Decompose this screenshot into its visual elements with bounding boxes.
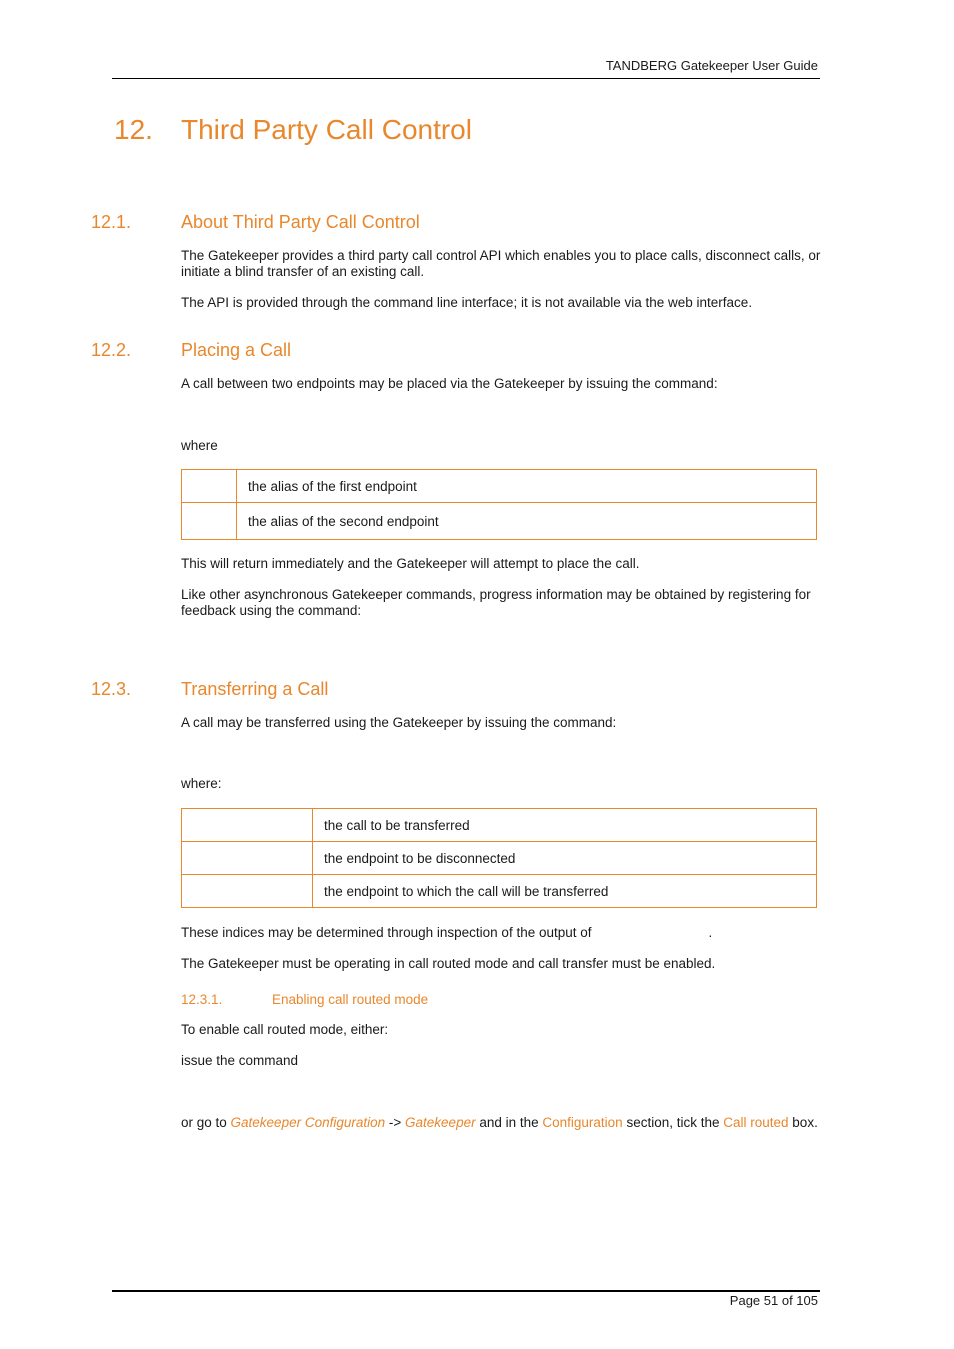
paragraph: To enable call routed mode, either: (181, 1022, 389, 1037)
paragraph (181, 1115, 821, 1131)
table-cell-key (182, 503, 237, 540)
section-title-12-3: Transferring a Call (181, 679, 329, 699)
table-row (182, 875, 817, 908)
subsection-title-12-3-1: Enabling call routed mode (272, 992, 429, 1007)
page-number: Page 51 of 105 (729, 1293, 818, 1308)
paragraph-text: These indices may be determined through inspection of the output of (181, 925, 592, 940)
paragraph: Like other asynchronous Gatekeeper commands, progress information may be obtained by registering for feedback using the command: (181, 587, 811, 618)
ui-option-call-routed: Call routed (723, 1115, 789, 1130)
menu-path-gatekeeper-configuration: Gatekeeper Configuration (230, 1115, 386, 1130)
table-cell-desc: the alias of the second endpoint (237, 503, 817, 540)
paragraph-text: or go to (181, 1115, 231, 1130)
table-row (182, 842, 817, 875)
paragraph: The Gatekeeper provides a third party call control API which enables you to place calls, disconnect calls, or initiate a blind transfer of an existing call. (181, 248, 821, 279)
paragraph: This will return immediately and the Gatekeeper will attempt to place the call. (181, 556, 640, 571)
section-number-12-2: 12.2. (91, 340, 132, 360)
transfer-call-parameter-table (181, 808, 817, 908)
paragraph: A call may be transferred using the Gatekeeper by issuing the command: (181, 715, 617, 730)
table-cell-desc: the alias of the first endpoint (237, 470, 817, 503)
paragraph: The Gatekeeper must be operating in call routed mode and call transfer must be enabled. (181, 956, 716, 971)
table-row (182, 503, 817, 540)
table-row (182, 470, 817, 503)
table-cell-desc: the call to be transferred (313, 809, 817, 842)
ui-section-configuration: Configuration (542, 1115, 623, 1130)
footer-rule (112, 1290, 820, 1292)
where-label: where: (181, 776, 222, 791)
paragraph: The API is provided through the command line interface; it is not available via the web interface. (181, 295, 753, 310)
section-title-12-1: About Third Party Call Control (181, 212, 420, 232)
paragraph-text: and in the (475, 1115, 543, 1130)
paragraph: A call between two endpoints may be placed via the Gatekeeper by issuing the command: (181, 376, 718, 391)
section-number-12-1: 12.1. (91, 212, 132, 232)
paragraph (181, 925, 821, 941)
section-number-12-3: 12.3. (91, 679, 132, 699)
paragraph: issue the command (181, 1053, 299, 1068)
where-label: where (181, 438, 218, 453)
table-cell-key (182, 842, 313, 875)
chapter-number: 12. (114, 114, 153, 145)
table-row (182, 809, 817, 842)
table-cell-key (182, 470, 237, 503)
table-cell-key (182, 875, 313, 908)
paragraph-text: box. (788, 1115, 818, 1130)
table-cell-key (182, 809, 313, 842)
section-title-12-2: Placing a Call (181, 340, 292, 360)
header-rule (112, 78, 820, 79)
table-cell-desc: the endpoint to be disconnected (313, 842, 817, 875)
paragraph-text: . (708, 925, 713, 940)
paragraph-text: -> (385, 1115, 406, 1130)
paragraph-text: section, tick the (622, 1115, 724, 1130)
placing-call-parameter-table (181, 469, 817, 540)
menu-path-gatekeeper: Gatekeeper (405, 1115, 476, 1130)
page-header: TANDBERG Gatekeeper User Guide (605, 58, 818, 73)
subsection-number-12-3-1: 12.3.1. (181, 992, 223, 1007)
chapter-title: Third Party Call Control (181, 114, 472, 145)
table-cell-desc: the endpoint to which the call will be transferred (313, 875, 817, 908)
